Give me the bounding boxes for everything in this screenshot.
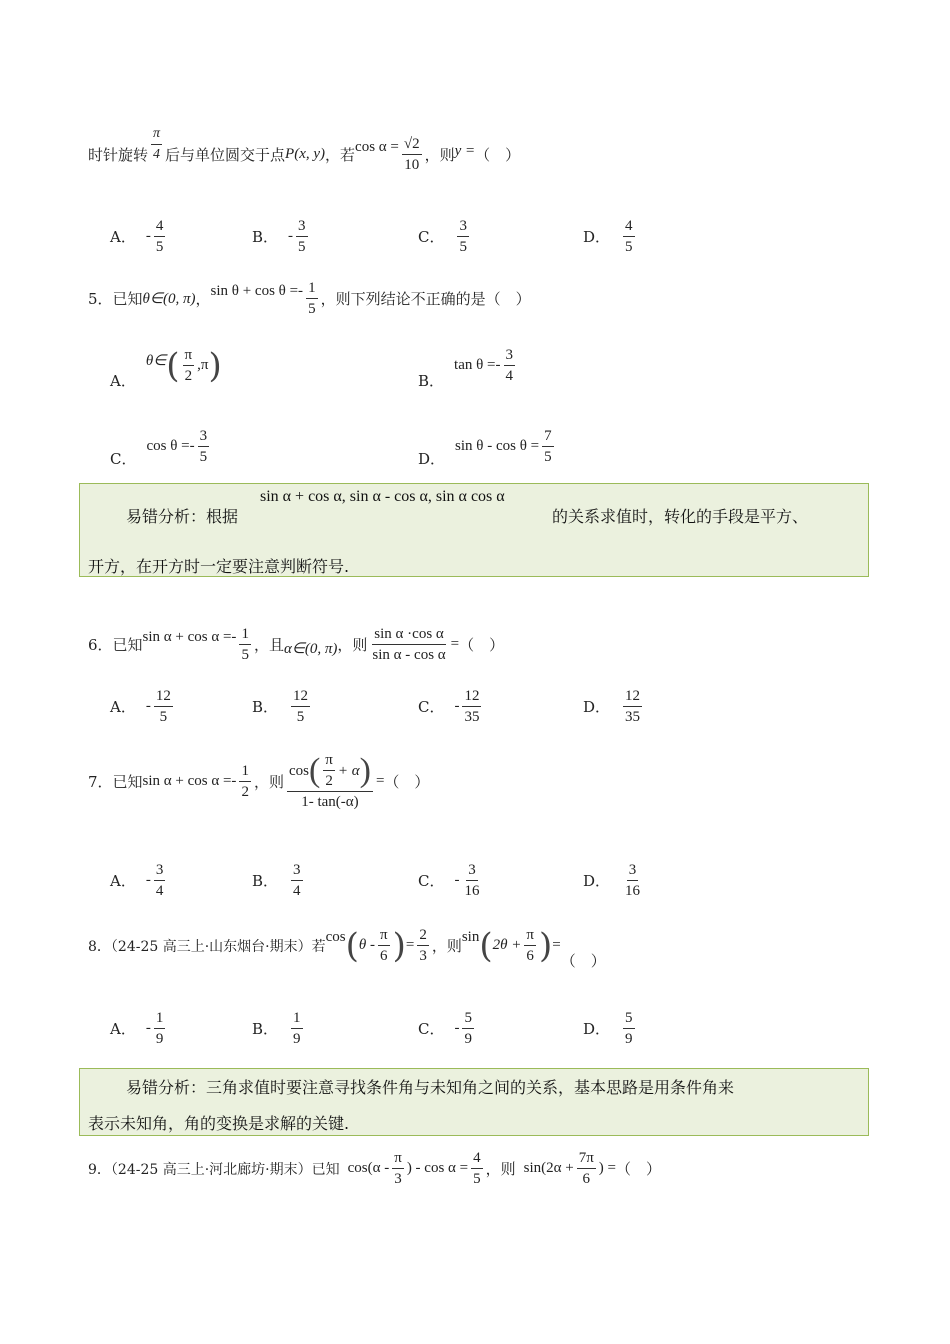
q6-option-d[interactable]: D． $\frac{12}{35}$ [583, 688, 641, 725]
error-analysis-note-1 [79, 483, 869, 577]
q8-option-c[interactable]: C． - $\frac{5}{9}$ [418, 1010, 472, 1047]
q9-number: 9．（24-25 高三上·河北廊坊·期末）已知 [88, 1161, 340, 1178]
q9-stem: 9．（24-25 高三上·河北廊坊·期末）已知 cos(α - $\frac{\pi}{3}$ ) - cos α = $\frac{4}{5}$ ，则 sin(2α + $\frac{7\pi}{6}$ ) = （ ） [88, 1150, 662, 1187]
q7-option-a[interactable]: A． - $\frac{3}{4}$ [110, 862, 164, 899]
q4-option-b[interactable]: B． - $\frac{3}{5}$ [252, 218, 306, 255]
q5-number: 5．已知 [88, 290, 143, 308]
q6-number: 6．已知 [88, 636, 143, 654]
q7-expression: cos ( $\frac{\pi}{2}$ + α ) 1- tan(-α) [288, 751, 371, 810]
q7-number: 7．已知 [88, 772, 143, 791]
q4-paren: （ ） [475, 146, 521, 164]
q8-number: 8．（24-25 高三上·山东烟台·期末）若 [88, 938, 326, 955]
q5-option-c[interactable]: C． cos θ =- $\frac{3}{5}$ [110, 428, 208, 468]
q7-option-c[interactable]: C． - $\frac{3}{16}$ [418, 862, 480, 899]
q6-stem: 6．已知 sin α + cos α =- $\frac{1}{5}$ ，且 α∈(0, π) ，则 $\frac{\text{sin α ·cos α}}{\text{sin α - cos α}}$ = （ ） [88, 626, 505, 663]
q5-text: ，则下列结论不正确的是（ ） [320, 290, 531, 308]
q7-option-b[interactable]: B． $\frac{3}{4}$ [252, 862, 301, 899]
q5-option-d[interactable]: D． sin θ - cos θ = $\frac{7}{5}$ [418, 428, 552, 468]
note1-prefix: 易错分析：根据 [126, 507, 239, 526]
error-analysis-note-2 [79, 1068, 869, 1136]
note2-line1: 易错分析：三角求值时要注意寻找条件角与未知角之间的关系，基本思路是用条件角来 [126, 1078, 735, 1097]
q4-cos: cos α = [355, 139, 399, 155]
q6-option-a[interactable]: A． - $\frac{12}{5}$ [110, 688, 171, 725]
q7-stem: 7．已知 sin α + cos α =- $\frac{1}{2}$ ，则 cos ( $\frac{\pi}{2}$ + α ) 1- tan(-α) = （ ） [88, 751, 430, 810]
q8-option-a[interactable]: A． - $\frac{1}{9}$ [110, 1010, 164, 1047]
q4-text3: ，若 [325, 146, 356, 164]
q6-option-c[interactable]: C． - $\frac{12}{35}$ [418, 688, 480, 725]
q6-option-b[interactable]: B． $\frac{12}{5}$ [252, 688, 309, 725]
q5-option-a[interactable]: A． θ∈ ( $\frac{\pi}{2}$ ,π ) [110, 345, 222, 390]
q4-text1: 时针旋转 [88, 146, 149, 164]
q4-value-fraction: $\frac{√2}{10}$ [403, 136, 420, 173]
q5-cond2: sin θ + cos θ =- [210, 283, 304, 299]
q6-expression: $\frac{\text{sin α ·cos α}}{\text{sin α - cos α}}$ [372, 626, 446, 663]
q4-stem [88, 126, 521, 175]
q4-y: y = [454, 143, 476, 159]
q4-option-d[interactable]: D． $\frac{4}{5}$ [583, 218, 633, 255]
q4-angle-fraction: $\frac{\pi}{4}$ [153, 126, 161, 162]
q5-fraction: $\frac{1}{5}$ [308, 280, 316, 317]
q8-option-b[interactable]: B． $\frac{1}{9}$ [252, 1010, 301, 1047]
q5-cond1: θ∈(0, π) [142, 291, 196, 307]
note1-suffix: 的关系求值时，转化的手段是平方、 [552, 507, 809, 526]
q5-stem: 5．已知 θ∈(0, π) ， sin θ + cos θ =- $\frac{1}{5}$ ，则下列结论不正确的是（ ） [88, 280, 531, 317]
note1-line2: 开方，在开方时一定要注意判断符号. [88, 557, 350, 576]
note1-formula: sin α + cos α, sin α - cos α, sin α cos α [260, 488, 505, 505]
q4-text4: ，则 [424, 146, 455, 164]
q5-option-b[interactable]: B． tan θ =- $\frac{3}{4}$ [418, 347, 513, 390]
q8-option-d[interactable]: D． $\frac{5}{9}$ [583, 1010, 633, 1047]
q4-option-a[interactable]: A． - $\frac{4}{5}$ [110, 218, 164, 255]
q4-option-c[interactable]: C． $\frac{3}{5}$ [418, 218, 467, 255]
q4-text2: 后与单位圆交于点 [165, 146, 286, 164]
q8-stem: 8．（24-25 高三上·山东烟台·期末）若 cos ( θ - $\frac{\pi}{6}$ ) = $\frac{2}{3}$ ，则 sin ( 2θ + $\frac{\pi}{6}$ ) = （ ） [88, 925, 606, 970]
q4-point: P(x, y) [285, 146, 326, 162]
q7-option-d[interactable]: D． $\frac{3}{16}$ [583, 862, 641, 899]
note2-line2: 表示未知角，角的变换是求解的关键. [88, 1114, 350, 1133]
